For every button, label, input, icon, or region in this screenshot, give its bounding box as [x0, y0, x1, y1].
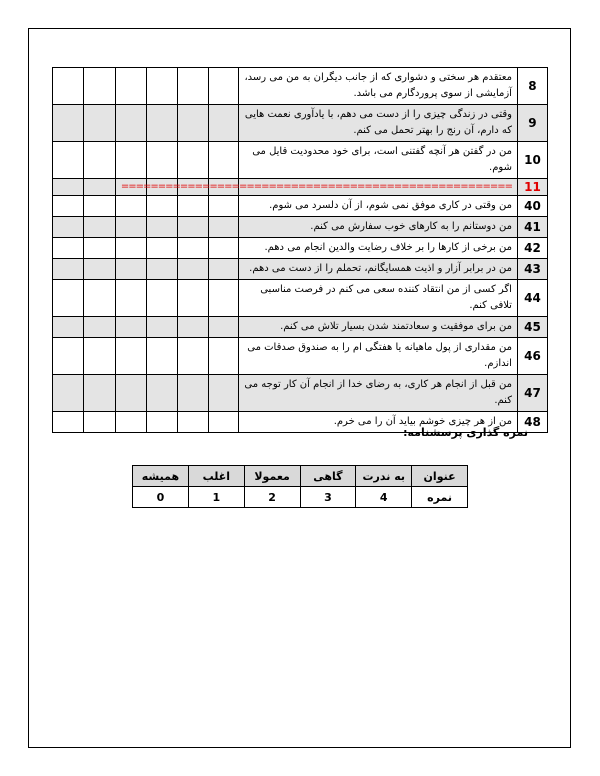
answer-cell[interactable]	[84, 338, 115, 375]
answer-cell[interactable]	[146, 217, 177, 238]
answer-cell[interactable]	[146, 68, 177, 105]
question-number: 8	[517, 68, 547, 105]
answer-cell[interactable]	[84, 375, 115, 412]
question-row	[53, 280, 548, 317]
answer-cell[interactable]	[146, 196, 177, 217]
row-spacer	[209, 105, 239, 142]
answer-cell[interactable]	[84, 217, 115, 238]
scoring-value-cell: 4	[356, 487, 412, 508]
question-number: 44	[517, 280, 547, 317]
question-number: 42	[517, 238, 547, 259]
question-row	[53, 338, 548, 375]
answer-cell[interactable]	[115, 238, 146, 259]
answer-cell[interactable]	[53, 105, 84, 142]
scoring-header-row	[133, 466, 468, 487]
questionnaire-table	[52, 67, 548, 433]
answer-cell[interactable]	[146, 375, 177, 412]
question-text: من مقداری از پول ماهیانه یا هفتگی ام را به صندوق صدقات می اندازم.	[239, 338, 518, 375]
answer-cell[interactable]	[53, 196, 84, 217]
answer-cell[interactable]	[146, 259, 177, 280]
question-text: من برای موفقیت و سعادتمند شدن بسیار تلاش می کنم.	[239, 317, 518, 338]
question-row	[53, 317, 548, 338]
question-text: من دوستانم را به کارهای خوب سفارش می کنم.	[239, 217, 518, 238]
answer-cell[interactable]	[146, 280, 177, 317]
row-spacer	[209, 68, 239, 105]
question-text: معتقدم هر سختی و دشواری که از جانب دیگران به من می رسد، آزمایشی از سوی پروردگارم می باشد.	[239, 68, 518, 105]
answer-cell[interactable]	[84, 196, 115, 217]
answer-cell[interactable]	[84, 317, 115, 338]
answer-cell[interactable]	[53, 142, 84, 179]
answer-cell[interactable]	[146, 238, 177, 259]
answer-cell[interactable]	[53, 338, 84, 375]
scoring-header-cell: به ندرت	[356, 466, 412, 487]
question-text	[120, 179, 518, 196]
question-row	[53, 142, 548, 179]
scoring-value-row	[133, 487, 468, 508]
answer-cell[interactable]	[177, 280, 208, 317]
scoring-table	[132, 465, 468, 508]
answer-cell[interactable]	[146, 317, 177, 338]
answer-cell[interactable]	[53, 179, 84, 196]
answer-cell[interactable]	[53, 412, 84, 433]
row-spacer	[209, 280, 239, 317]
question-text: من قبل از انجام هر کاری، به رضای خدا از انجام آن کار توجه می کنم.	[239, 375, 518, 412]
question-number: 11	[517, 179, 547, 196]
answer-cell[interactable]	[84, 412, 115, 433]
answer-cell[interactable]	[53, 68, 84, 105]
row-spacer	[209, 338, 239, 375]
question-text: وقتی در زندگی چیزی را از دست می دهم، با یادآوری نعمت هایی که دارم، آن رنج را بهتر تحمل می کنم.	[239, 105, 518, 142]
answer-cell[interactable]	[115, 142, 146, 179]
answer-cell[interactable]	[53, 259, 84, 280]
answer-cell[interactable]	[84, 179, 115, 196]
scoring-value-cell: 1	[188, 487, 244, 508]
answer-cell[interactable]	[115, 105, 146, 142]
answer-cell[interactable]	[53, 317, 84, 338]
answer-cell[interactable]	[177, 196, 208, 217]
answer-cell[interactable]	[53, 280, 84, 317]
row-spacer	[209, 317, 239, 338]
question-number: 40	[517, 196, 547, 217]
question-text: من وقتی در کاری موفق نمی شوم، از آن دلسرد می شوم.	[239, 196, 518, 217]
question-row	[53, 217, 548, 238]
row-spacer	[209, 196, 239, 217]
answer-cell[interactable]	[53, 217, 84, 238]
answer-cell[interactable]	[84, 142, 115, 179]
answer-cell[interactable]	[146, 142, 177, 179]
answer-cell[interactable]	[115, 412, 146, 433]
question-number: 41	[517, 217, 547, 238]
answer-cell[interactable]	[84, 105, 115, 142]
question-text: اگر کسی از من انتقاد کننده سعی می کنم در فرصت مناسبی تلافی کنم.	[239, 280, 518, 317]
answer-cell[interactable]	[84, 280, 115, 317]
answer-cell[interactable]	[115, 338, 146, 375]
answer-cell[interactable]	[115, 280, 146, 317]
answer-cell[interactable]	[177, 68, 208, 105]
scoring-header-cell: عنوان	[412, 466, 468, 487]
question-number: 48	[517, 412, 547, 433]
question-number: 10	[517, 142, 547, 179]
answer-cell[interactable]	[177, 338, 208, 375]
answer-cell[interactable]	[53, 375, 84, 412]
question-row	[53, 259, 548, 280]
answer-cell[interactable]	[146, 338, 177, 375]
scoring-value-cell: 3	[300, 487, 356, 508]
answer-cell[interactable]	[177, 105, 208, 142]
answer-cell[interactable]	[177, 142, 208, 179]
row-spacer	[209, 259, 239, 280]
answer-cell[interactable]	[53, 238, 84, 259]
answer-cell[interactable]	[146, 412, 177, 433]
answer-cell[interactable]	[177, 317, 208, 338]
question-text: من در گفتن هر آنچه گفتنی است، برای خود محدودیت قایل می شوم.	[239, 142, 518, 179]
question-row	[53, 238, 548, 259]
answer-cell[interactable]	[177, 375, 208, 412]
question-number: 45	[517, 317, 547, 338]
answer-cell[interactable]	[177, 412, 208, 433]
red-separator: =====================================================	[120, 181, 512, 192]
answer-cell[interactable]	[84, 238, 115, 259]
question-row	[53, 375, 548, 412]
question-row	[53, 105, 548, 142]
answer-cell[interactable]	[115, 375, 146, 412]
answer-cell[interactable]	[84, 68, 115, 105]
answer-cell[interactable]	[115, 259, 146, 280]
scoring-header-cell: همیشه	[133, 466, 189, 487]
row-spacer	[209, 142, 239, 179]
answer-cell[interactable]	[115, 196, 146, 217]
row-spacer	[209, 217, 239, 238]
question-text: من در برابر آزار و اذیت همسایگانم، تحملم را از دست می دهم.	[239, 259, 518, 280]
question-number: 9	[517, 105, 547, 142]
question-number: 43	[517, 259, 547, 280]
answer-cell[interactable]	[115, 217, 146, 238]
scoring-header-cell: گاهی	[300, 466, 356, 487]
answer-cell[interactable]	[115, 317, 146, 338]
question-text: من برخی از کارها را بر خلاف رضایت والدین انجام می دهم.	[239, 238, 518, 259]
question-row	[53, 68, 548, 105]
scoring-value-cell: 2	[244, 487, 300, 508]
scoring-header-cell: اغلب	[188, 466, 244, 487]
answer-cell[interactable]	[177, 217, 208, 238]
scoring-value-cell: نمره	[412, 487, 468, 508]
answer-cell[interactable]	[146, 105, 177, 142]
question-number: 46	[517, 338, 547, 375]
row-spacer	[209, 238, 239, 259]
question-text: من از هر چیزی خوشم بیاید آن را می خرم.	[239, 412, 518, 433]
scoring-header-cell: معمولا	[244, 466, 300, 487]
answer-cell[interactable]	[115, 68, 146, 105]
scoring-value-cell: 0	[133, 487, 189, 508]
answer-cell[interactable]	[177, 259, 208, 280]
scoring-title: نمره گذاری پرسشنامه:	[403, 426, 528, 439]
row-spacer	[209, 412, 239, 433]
row-spacer	[209, 375, 239, 412]
answer-cell[interactable]	[84, 259, 115, 280]
answer-cell[interactable]	[177, 238, 208, 259]
question-row	[53, 179, 548, 196]
question-number: 47	[517, 375, 547, 412]
question-row	[53, 196, 548, 217]
